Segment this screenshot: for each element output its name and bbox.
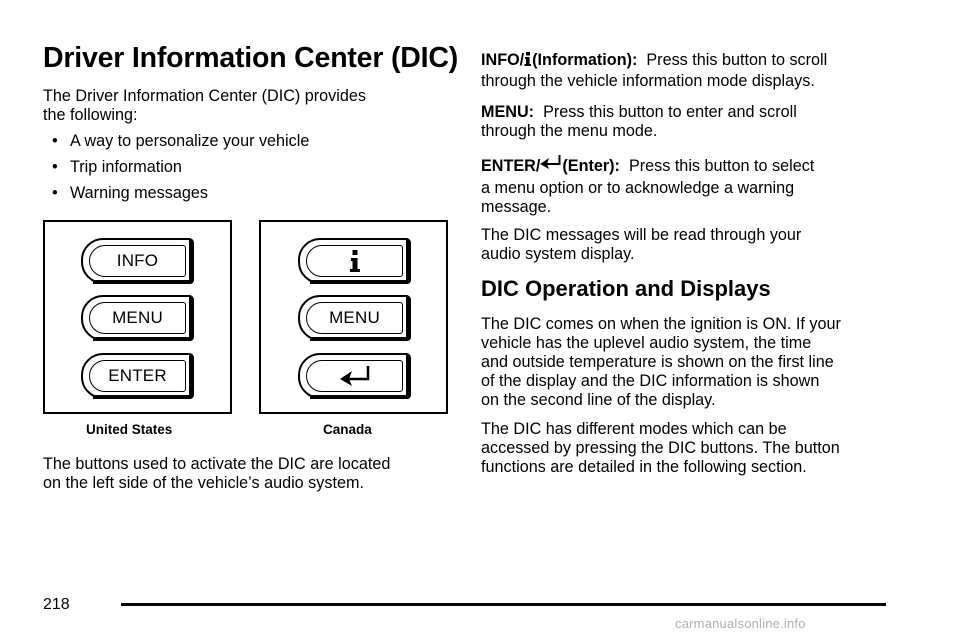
enter-button-face <box>306 360 403 392</box>
footer-rule <box>121 603 886 606</box>
enter-button-label: ENTER <box>89 360 186 392</box>
watermark: carmanualsonline.info <box>675 616 806 631</box>
bullet-glyph: • <box>52 158 58 176</box>
info-term-b: (Information): <box>532 51 638 69</box>
info-button-face <box>306 245 403 277</box>
figure-united-states <box>43 220 232 414</box>
menu-term: MENU: <box>481 103 535 121</box>
menu-text-b: through the menu mode. <box>481 122 658 140</box>
menu-button-label-ca: MENU <box>306 302 403 334</box>
menu-button-ca <box>298 295 411 341</box>
outro-line-1: The buttons used to activate the DIC are located <box>43 455 391 473</box>
enter-arrow-icon <box>540 155 562 169</box>
info-text-b: through the vehicle information mode displays. <box>481 72 815 90</box>
bullet-glyph: • <box>52 184 58 202</box>
enter-term-a: ENTER/ <box>481 157 541 175</box>
menu-text-a: Press this button to enter and scroll <box>543 103 797 121</box>
enter-button <box>81 353 194 399</box>
operation-line: vehicle has the uplevel audio system, the time <box>481 334 812 352</box>
operation-line: on the second line of the display. <box>481 391 716 409</box>
enter-arrow-icon <box>338 365 372 387</box>
menu-button <box>81 295 194 341</box>
bullet-item <box>52 184 208 203</box>
bullet-text: Warning messages <box>70 184 208 202</box>
enter-term-b: (Enter): <box>562 157 620 175</box>
info-icon-button <box>298 238 411 284</box>
bullet-glyph: • <box>52 132 58 150</box>
section-heading: DIC Operation and Displays <box>481 276 771 301</box>
info-text-a: Press this button to scroll <box>646 51 828 69</box>
info-definition <box>481 51 827 70</box>
outro-line-2: on the left side of the vehicle’s audio system. <box>43 474 364 492</box>
bullet-text: Trip information <box>70 158 182 176</box>
page-title: Driver Information Center (DIC) <box>43 42 459 74</box>
enter-text-c: message. <box>481 198 552 216</box>
bullet-text: A way to personalize your vehicle <box>70 132 310 150</box>
modes-line: accessed by pressing the DIC buttons. The button <box>481 439 840 457</box>
bullet-item <box>52 132 309 151</box>
enter-icon-button <box>298 353 411 399</box>
operation-line: The DIC comes on when the ignition is ON. If your <box>481 315 841 333</box>
caption-united-states: United States <box>86 422 173 437</box>
enter-definition <box>481 155 814 176</box>
operation-line: of the display and the DIC information is shown <box>481 372 820 390</box>
intro-line-1: The Driver Information Center (DIC) provides <box>43 87 366 105</box>
intro-line-2: the following: <box>43 106 138 124</box>
modes-line: The DIC has different modes which can be <box>481 420 787 438</box>
menu-button-label: MENU <box>89 302 186 334</box>
operation-line: and outside temperature is shown on the first line <box>481 353 834 371</box>
caption-canada: Canada <box>323 422 372 437</box>
modes-line: functions are detailed in the following section. <box>481 458 807 476</box>
info-icon <box>348 250 362 272</box>
read-line-1: The DIC messages will be read through your <box>481 226 802 244</box>
figure-canada <box>259 220 448 414</box>
info-term-a: INFO/ <box>481 51 525 69</box>
enter-text-a: Press this button to select <box>628 157 815 175</box>
read-line-2: audio system display. <box>481 245 635 263</box>
page-number: 218 <box>43 596 70 613</box>
info-button <box>81 238 194 284</box>
bullet-item <box>52 158 182 177</box>
menu-definition <box>481 103 797 122</box>
enter-text-b: a menu option or to acknowledge a warning <box>481 179 795 197</box>
info-button-label: INFO <box>89 245 186 277</box>
info-icon <box>524 52 532 66</box>
